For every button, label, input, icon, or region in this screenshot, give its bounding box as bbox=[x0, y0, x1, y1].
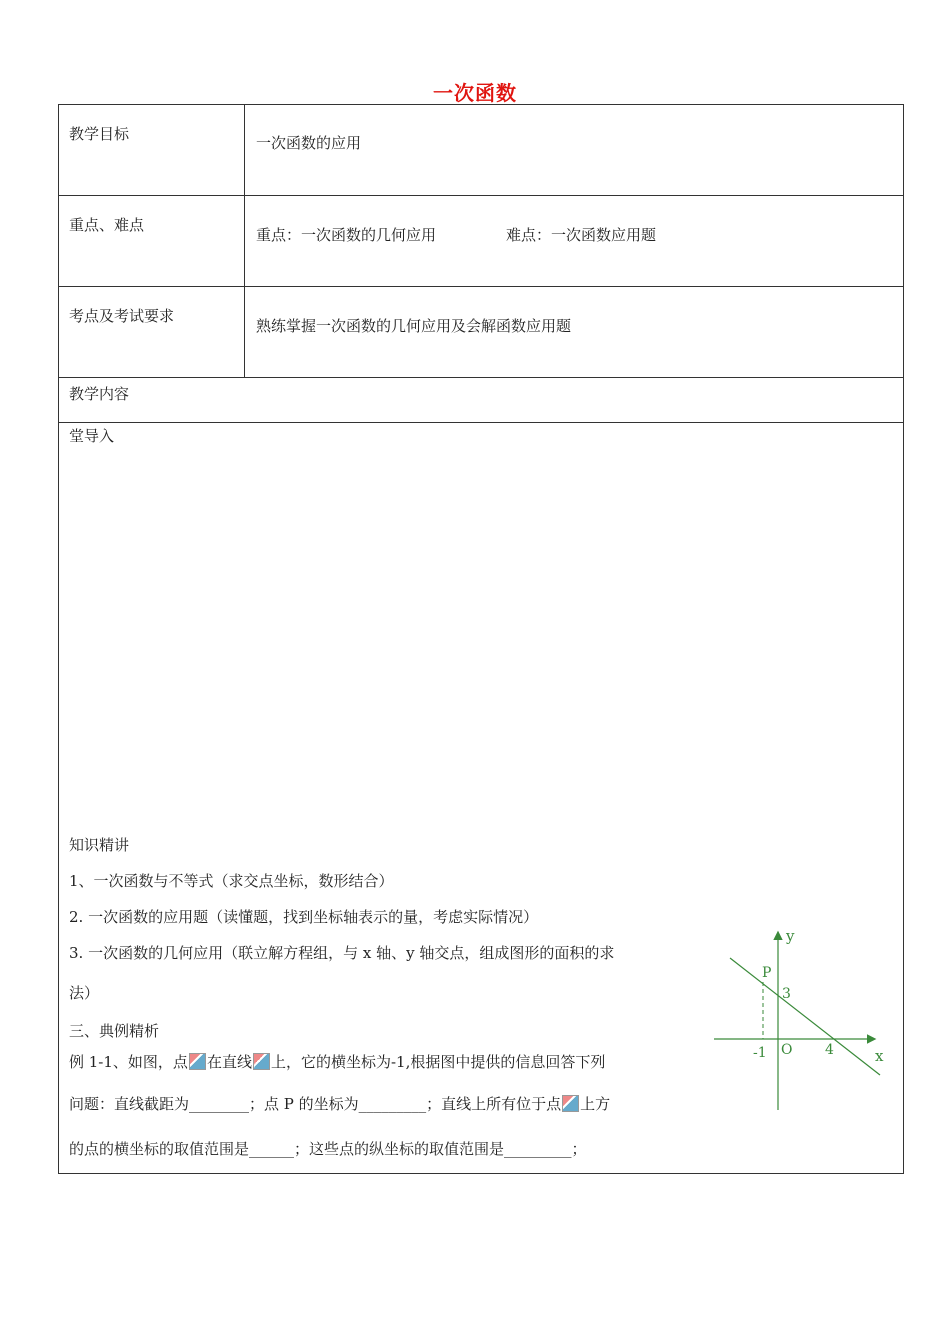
row-label-goal: 教学目标 bbox=[69, 125, 130, 143]
knowledge-point-2: 2. 一次函数的应用题（读懂题，找到坐标轴表示的量，考虑实际情况） bbox=[69, 908, 539, 926]
knowledge-point-1: 1、一次函数与不等式（求交点坐标，数形结合） bbox=[69, 872, 394, 890]
example-line-3: 的点的横坐标的取值范围是______；这些点的纵坐标的取值范围是_________； bbox=[69, 1140, 587, 1158]
y-intercept-label: 3 bbox=[782, 986, 791, 1002]
column-divider bbox=[244, 104, 245, 377]
examples-heading: 三、典例精析 bbox=[69, 1022, 160, 1040]
example-text: 问题：直线截距为________；点 P 的坐标为_________；直线上所有位于点 bbox=[69, 1095, 562, 1113]
row-divider bbox=[58, 422, 904, 423]
y-axis-label: y bbox=[786, 927, 795, 945]
knowledge-point-3: 3. 一次函数的几何应用（联立解方程组，与 x 轴、y 轴交点，组成图形的面积的求 bbox=[69, 944, 615, 962]
example-line-1 bbox=[69, 1053, 605, 1071]
broken-image-icon bbox=[189, 1053, 206, 1070]
content-header: 教学内容 bbox=[69, 385, 130, 403]
x-axis-label: x bbox=[875, 1047, 884, 1065]
row-divider bbox=[58, 195, 904, 196]
row-label-exam: 考点及考试要求 bbox=[69, 307, 175, 325]
point-p-label: P bbox=[762, 965, 772, 981]
x-intercept-label: 4 bbox=[825, 1042, 834, 1058]
row-value-exam: 熟练掌握一次函数的几何应用及会解函数应用题 bbox=[256, 317, 572, 335]
broken-image-icon bbox=[562, 1095, 579, 1112]
row-value-goal: 一次函数的应用 bbox=[256, 134, 362, 152]
row-label-key-points: 重点、难点 bbox=[69, 216, 145, 234]
example-line-2 bbox=[69, 1095, 610, 1113]
example-text: 例 1-1、如图，点 bbox=[69, 1053, 188, 1071]
knowledge-point-3-cont: 法） bbox=[69, 984, 100, 1002]
row-value-difficult-point: 难点：一次函数应用题 bbox=[506, 226, 657, 244]
broken-image-icon bbox=[253, 1053, 270, 1070]
document-title: 一次函数 bbox=[433, 81, 517, 105]
example-text: 在直线 bbox=[206, 1053, 252, 1071]
origin-label: O bbox=[781, 1042, 793, 1058]
example-text: 上，它的横坐标为-1,根据图中提供的信息回答下列 bbox=[270, 1053, 606, 1071]
coordinate-graph bbox=[712, 925, 892, 1115]
example-text: 上方 bbox=[580, 1095, 611, 1113]
intro-heading: 堂导入 bbox=[69, 427, 115, 445]
row-divider bbox=[58, 377, 904, 378]
neg-one-label: -1 bbox=[753, 1045, 767, 1061]
row-value-key-point: 重点：一次函数的几何应用 bbox=[256, 226, 437, 244]
row-divider bbox=[58, 286, 904, 287]
knowledge-heading: 知识精讲 bbox=[69, 836, 130, 854]
